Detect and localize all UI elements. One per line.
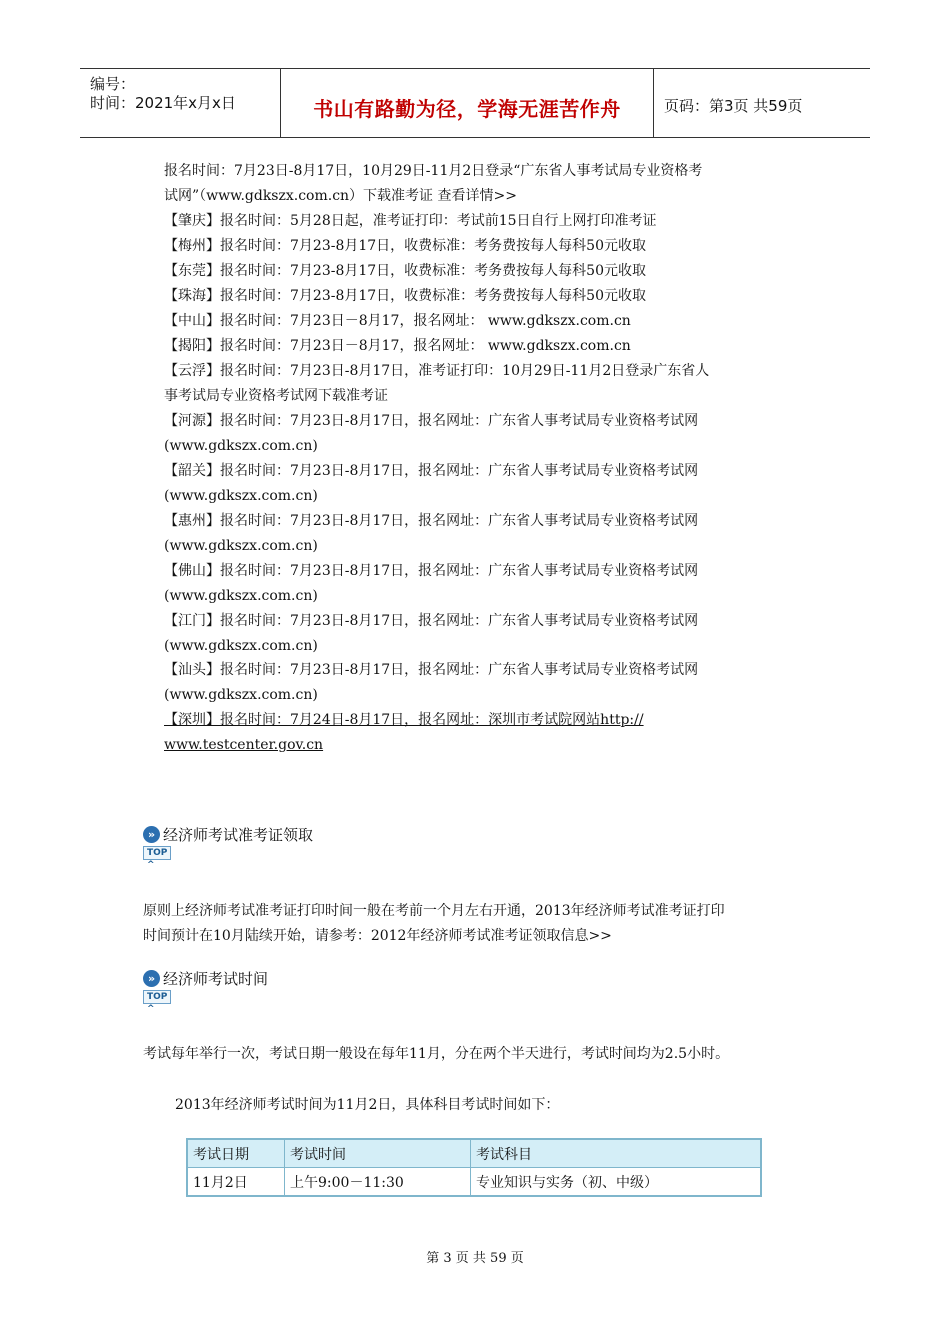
reg-dongguan: 【东莞】报名时间：7月23-8月17日，收费标准：考务费按每人每科50元收取: [164, 263, 646, 279]
header-motto-cell: [281, 69, 654, 137]
reg-huizhou: 【惠州】报名时间：7月23日-8月17日，报名网址：广东省人事考试局专业资格考试网: [164, 513, 699, 529]
reg-shaoguan: 【韶关】报名时间：7月23日-8月17日，报名网址：广东省人事考试局专业资格考试网: [164, 463, 699, 479]
reg-shenzhen-line2[interactable]: www.testcenter.gov.cn: [164, 737, 324, 753]
reg-heyuan: 【河源】报名时间：7月23日-8月17日，报名网址：广东省人事考试局专业资格考试网: [164, 413, 699, 429]
table-header-cell: 考试科目: [471, 1139, 762, 1168]
header-page-cell: [654, 69, 870, 137]
doc-number-label: 编号：: [90, 75, 136, 93]
reg-meizhou: 【梅州】报名时间：7月23-8月17日，收费标准：考务费按每人每科50元收取: [164, 238, 646, 254]
table-cell: 专业知识与实务（初、中级）: [471, 1168, 762, 1197]
reg-huizhou-site: (www.gdkszx.com.cn): [164, 538, 318, 554]
double-arrow-icon: »: [143, 970, 160, 987]
doc-time-label: 时间：2021年x月x日: [90, 94, 236, 112]
reg-yunfu-line1: 【云浮】报名时间：7月23日-8月17日，准考证打印：10月29日-11月2日登录广东省人: [164, 363, 710, 379]
reg-zhaoqing: 【肇庆】报名时间：5月28日起，准考证打印：考试前15日自行上网打印准考证: [164, 213, 657, 229]
reg-jieyang: 【揭阳】报名时间：7月23日－8月17，报名网址： www.gdkszx.com.cn: [164, 338, 631, 354]
time-para2: 2013年经济师考试时间为11月2日，具体科目考试时间如下：: [175, 1097, 560, 1113]
exam-schedule-table: [186, 1138, 762, 1197]
reg-zhongshan: 【中山】报名时间：7月23日－8月17，报名网址： www.gdkszx.com.cn: [164, 313, 631, 329]
page-header: [80, 68, 870, 138]
reg-intro-line1: 报名时间：7月23日-8月17日，10月29日-11月2日登录“广东省人事考试局专业资格考: [164, 163, 703, 179]
reg-yunfu-line2: 事考试局专业资格考试网下载准考证: [164, 388, 388, 404]
chevron-up-icon: ^: [147, 860, 155, 870]
admission-para-line1: 原则上经济师考试准考证打印时间一般在考前一个月左右开通，2013年经济师考试准考证打印: [143, 903, 725, 919]
reg-foshan-site: (www.gdkszx.com.cn): [164, 588, 318, 604]
table-row: [187, 1168, 761, 1197]
reg-shantou: 【汕头】报名时间：7月23日-8月17日，报名网址：广东省人事考试局专业资格考试网: [164, 662, 699, 678]
back-to-top-button[interactable]: [143, 990, 171, 1014]
page-number-label: 页码：第3页 共59页: [664, 97, 803, 115]
reg-shenzhen-line1[interactable]: 【深圳】报名时间：7月24日-8月17日，报名网址：深圳市考试院网站http://: [164, 712, 644, 728]
admission-para-line2[interactable]: 时间预计在10月陆续开始，请参考：2012年经济师考试准考证领取信息>>: [143, 928, 612, 944]
time-para1: 考试每年举行一次，考试日期一般设在每年11月，分在两个半天进行，考试时间均为2.5小时。: [143, 1046, 730, 1062]
reg-shantou-site: (www.gdkszx.com.cn): [164, 687, 318, 703]
chevron-up-icon: ^: [147, 1004, 155, 1014]
page-footer: 第 3 页 共 59 页: [426, 1251, 524, 1266]
header-meta-cell: [80, 69, 281, 137]
reg-foshan: 【佛山】报名时间：7月23日-8月17日，报名网址：广东省人事考试局专业资格考试网: [164, 563, 699, 579]
top-label: TOP: [147, 992, 168, 1002]
table-cell: 11月2日: [187, 1168, 285, 1197]
section-admission-title[interactable]: 经济师考试准考证领取: [163, 826, 314, 844]
reg-shaoguan-site: (www.gdkszx.com.cn): [164, 488, 318, 504]
table-header-cell: 考试时间: [285, 1139, 471, 1168]
section-time-title[interactable]: 经济师考试时间: [163, 970, 269, 988]
top-label: TOP: [147, 848, 168, 858]
table-cell: 上午9:00－11:30: [285, 1168, 471, 1197]
reg-jiangmen-site: (www.gdkszx.com.cn): [164, 638, 318, 654]
motto-text: 书山有路勤为径，学海无涯苦作舟: [313, 97, 621, 121]
double-arrow-icon: »: [143, 826, 160, 843]
table-header-cell: 考试日期: [187, 1139, 285, 1168]
reg-jiangmen: 【江门】报名时间：7月23日-8月17日，报名网址：广东省人事考试局专业资格考试网: [164, 613, 699, 629]
reg-zhuhai: 【珠海】报名时间：7月23-8月17日，收费标准：考务费按每人每科50元收取: [164, 288, 646, 304]
back-to-top-button[interactable]: [143, 846, 171, 870]
reg-heyuan-site: (www.gdkszx.com.cn): [164, 438, 318, 454]
reg-intro-line2[interactable]: 试网”（www.gdkszx.com.cn）下载准考证 查看详情>>: [164, 188, 517, 204]
table-header-row: [187, 1139, 761, 1168]
